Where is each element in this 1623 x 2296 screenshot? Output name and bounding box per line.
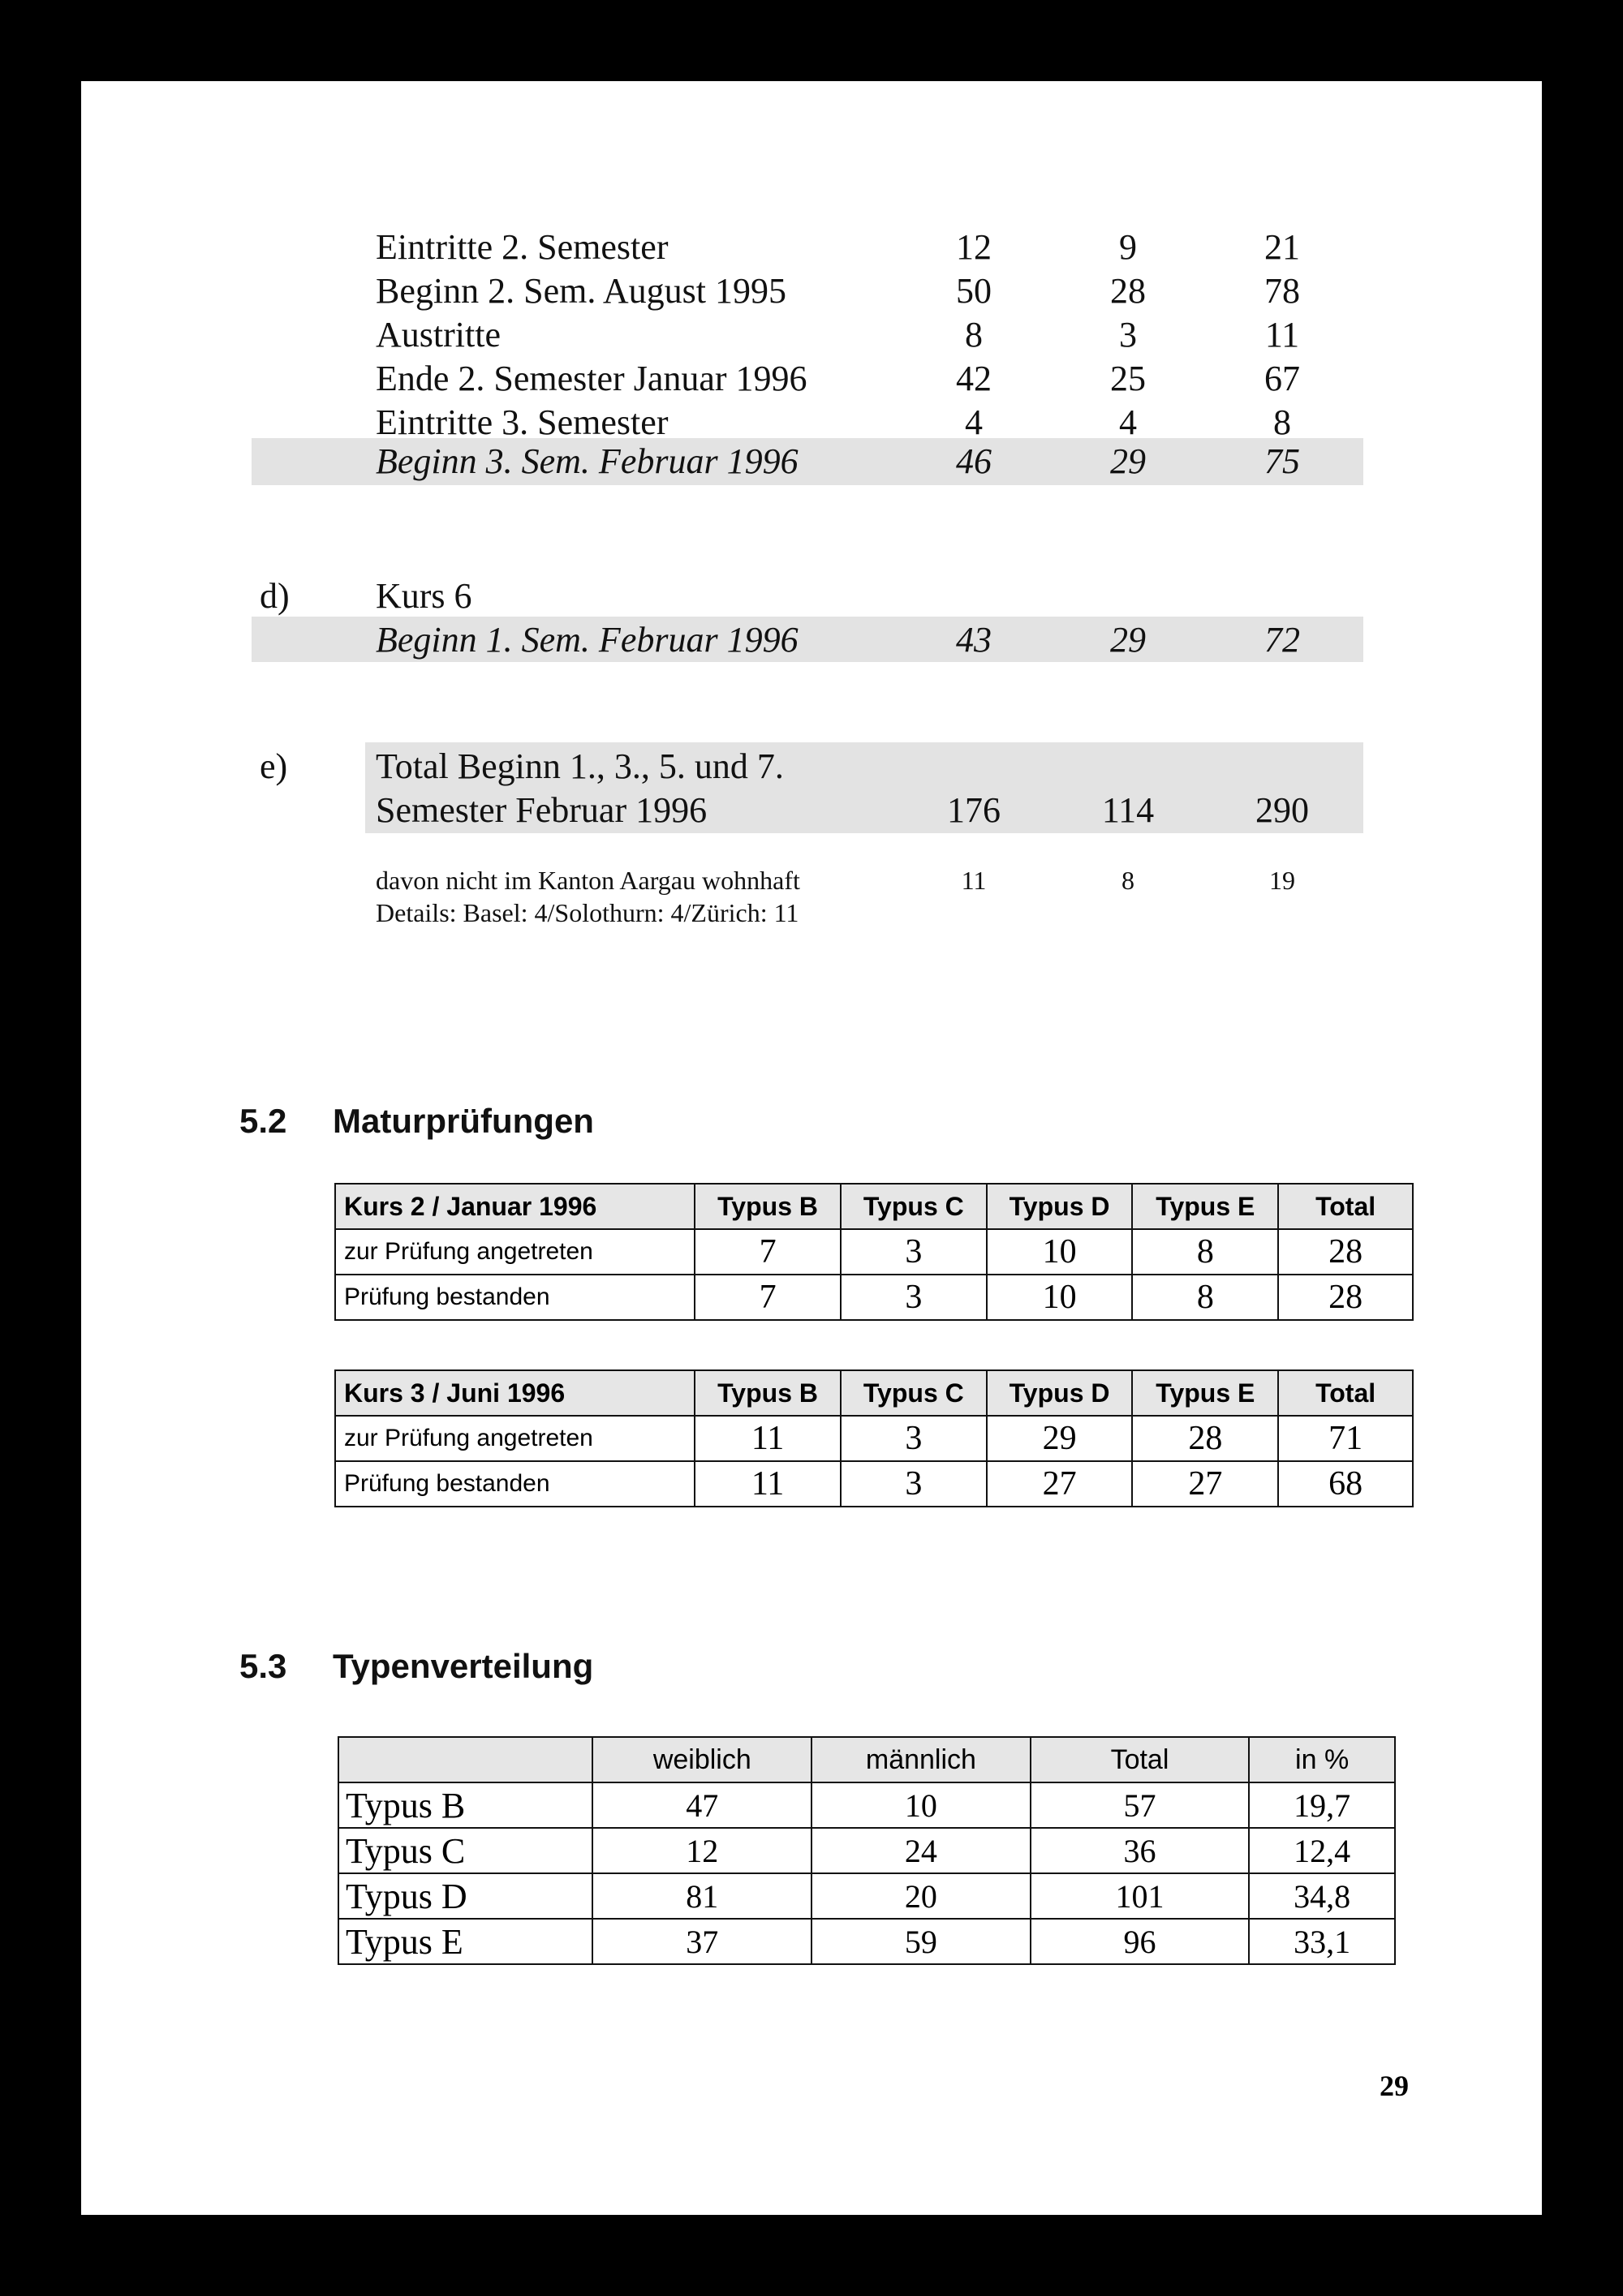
cell: 10 [987, 1275, 1133, 1320]
document-page [81, 81, 1542, 2215]
cell: 20 [812, 1873, 1031, 1919]
cell: 24 [812, 1828, 1031, 1873]
row-label: Typus B [338, 1782, 592, 1828]
row-value: 46 [956, 441, 992, 481]
row-label: Typus C [338, 1828, 592, 1873]
row-value: 3 [1119, 315, 1137, 355]
row-label: Beginn 1. Sem. Februar 1996 [376, 620, 799, 660]
row-label: Prüfung bestanden [335, 1275, 695, 1320]
column-header: Kurs 2 / Januar 1996 [335, 1184, 695, 1229]
section-5-2-number: 5.2 [239, 1102, 287, 1140]
column-header: Typus B [695, 1184, 841, 1229]
cell: 10 [812, 1782, 1031, 1828]
column-header: Typus D [987, 1370, 1133, 1416]
cell: 7 [695, 1275, 841, 1320]
cell: 59 [812, 1919, 1031, 1964]
cell: 12 [592, 1828, 812, 1873]
cell: 3 [841, 1229, 987, 1275]
column-header: Total [1278, 1370, 1413, 1416]
row-value: 11 [1264, 315, 1300, 355]
table-row [338, 1873, 1395, 1919]
column-header: Total [1278, 1184, 1413, 1229]
row-value: 29 [1110, 441, 1146, 481]
row-label: zur Prüfung angetreten [335, 1229, 695, 1275]
row-value: 8 [965, 315, 983, 355]
row-value: 42 [956, 359, 992, 398]
cell: 81 [592, 1873, 812, 1919]
column-header: Typus E [1132, 1184, 1278, 1229]
row-value: 9 [1119, 227, 1137, 267]
row-value: 78 [1264, 271, 1300, 311]
cell: 3 [841, 1275, 987, 1320]
row-label: zur Prüfung angetreten [335, 1416, 695, 1461]
row-label: Eintritte 2. Semester [376, 227, 669, 267]
column-header: Total [1031, 1737, 1249, 1782]
cell: 11 [695, 1461, 841, 1507]
row-label: Typus E [338, 1919, 592, 1964]
cell: 8 [1132, 1229, 1278, 1275]
column-header: weiblich [592, 1737, 812, 1782]
section-heading: Kurs 6 [376, 576, 472, 616]
row-value: 43 [956, 620, 992, 660]
row-value: 8 [1273, 402, 1291, 442]
table-row [338, 1828, 1395, 1873]
row-value: 290 [1255, 790, 1309, 830]
exam-table-kurs3 [334, 1369, 1414, 1507]
row-label: Beginn 3. Sem. Februar 1996 [376, 441, 799, 481]
column-header: männlich [812, 1737, 1031, 1782]
column-header: Typus E [1132, 1370, 1278, 1416]
section-5-3-number: 5.3 [239, 1647, 287, 1685]
cell: 57 [1031, 1782, 1249, 1828]
cell: 8 [1132, 1275, 1278, 1320]
row-label: Prüfung bestanden [335, 1461, 695, 1507]
row-label: Eintritte 3. Semester [376, 402, 669, 442]
row-value: 72 [1264, 620, 1300, 660]
cell: 3 [841, 1416, 987, 1461]
cell: 27 [987, 1461, 1133, 1507]
cell: 28 [1132, 1416, 1278, 1461]
row-value: 176 [947, 790, 1001, 830]
cell: 37 [592, 1919, 812, 1964]
note-label: davon nicht im Kanton Aargau wohnhaft [376, 866, 800, 895]
cell: 11 [695, 1416, 841, 1461]
section-5-2-title: Maturprüfungen [333, 1102, 594, 1140]
row-value: 75 [1264, 441, 1300, 481]
row-value: 25 [1110, 359, 1146, 398]
row-label: Ende 2. Semester Januar 1996 [376, 359, 807, 398]
column-header: in % [1249, 1737, 1395, 1782]
row-value: 50 [956, 271, 992, 311]
table-row [338, 1782, 1395, 1828]
cell: 28 [1278, 1229, 1413, 1275]
row-value: 4 [1119, 402, 1137, 442]
section-marker: d) [260, 576, 290, 616]
column-header: Typus D [987, 1184, 1133, 1229]
cell: 3 [841, 1461, 987, 1507]
row-value: 21 [1264, 227, 1300, 267]
page-number: 29 [1380, 2070, 1409, 2102]
column-header [338, 1737, 592, 1782]
cell: 36 [1031, 1828, 1249, 1873]
note-value: 11 [961, 866, 987, 895]
row-label: Austritte [376, 315, 501, 355]
total-label-line2: Semester Februar 1996 [376, 790, 708, 830]
note-value: 19 [1269, 866, 1295, 895]
cell: 10 [987, 1229, 1133, 1275]
type-distribution-table [338, 1736, 1396, 1965]
cell: 27 [1132, 1461, 1278, 1507]
row-value: 28 [1110, 271, 1146, 311]
cell: 7 [695, 1229, 841, 1275]
cell: 96 [1031, 1919, 1249, 1964]
table-row [335, 1275, 1413, 1320]
row-value: 29 [1110, 620, 1146, 660]
cell: 34,8 [1249, 1873, 1395, 1919]
cell: 71 [1278, 1416, 1413, 1461]
row-value: 12 [956, 227, 992, 267]
column-header: Typus C [841, 1370, 987, 1416]
cell: 47 [592, 1782, 812, 1828]
column-header: Typus C [841, 1184, 987, 1229]
row-label: Typus D [338, 1873, 592, 1919]
cell: 12,4 [1249, 1828, 1395, 1873]
row-value: 67 [1264, 359, 1300, 398]
table-row [335, 1229, 1413, 1275]
note-value: 8 [1121, 866, 1134, 895]
exam-table-kurs2 [334, 1183, 1414, 1321]
table-row [335, 1416, 1413, 1461]
row-value: 114 [1101, 790, 1155, 830]
row-label: Beginn 2. Sem. August 1995 [376, 271, 787, 311]
details-text: Details: Basel: 4/Solothurn: 4/Zürich: 11 [376, 898, 799, 927]
section-5-3-title: Typenverteilung [333, 1647, 594, 1685]
column-header: Typus B [695, 1370, 841, 1416]
column-header: Kurs 3 / Juni 1996 [335, 1370, 695, 1416]
cell: 33,1 [1249, 1919, 1395, 1964]
cell: 29 [987, 1416, 1133, 1461]
table-row [338, 1919, 1395, 1964]
cell: 101 [1031, 1873, 1249, 1919]
cell: 19,7 [1249, 1782, 1395, 1828]
cell: 68 [1278, 1461, 1413, 1507]
row-value: 4 [965, 402, 983, 442]
total-label-line1: Total Beginn 1., 3., 5. und 7. [376, 746, 784, 786]
table-row [335, 1461, 1413, 1507]
cell: 28 [1278, 1275, 1413, 1320]
section-marker: e) [260, 746, 288, 786]
